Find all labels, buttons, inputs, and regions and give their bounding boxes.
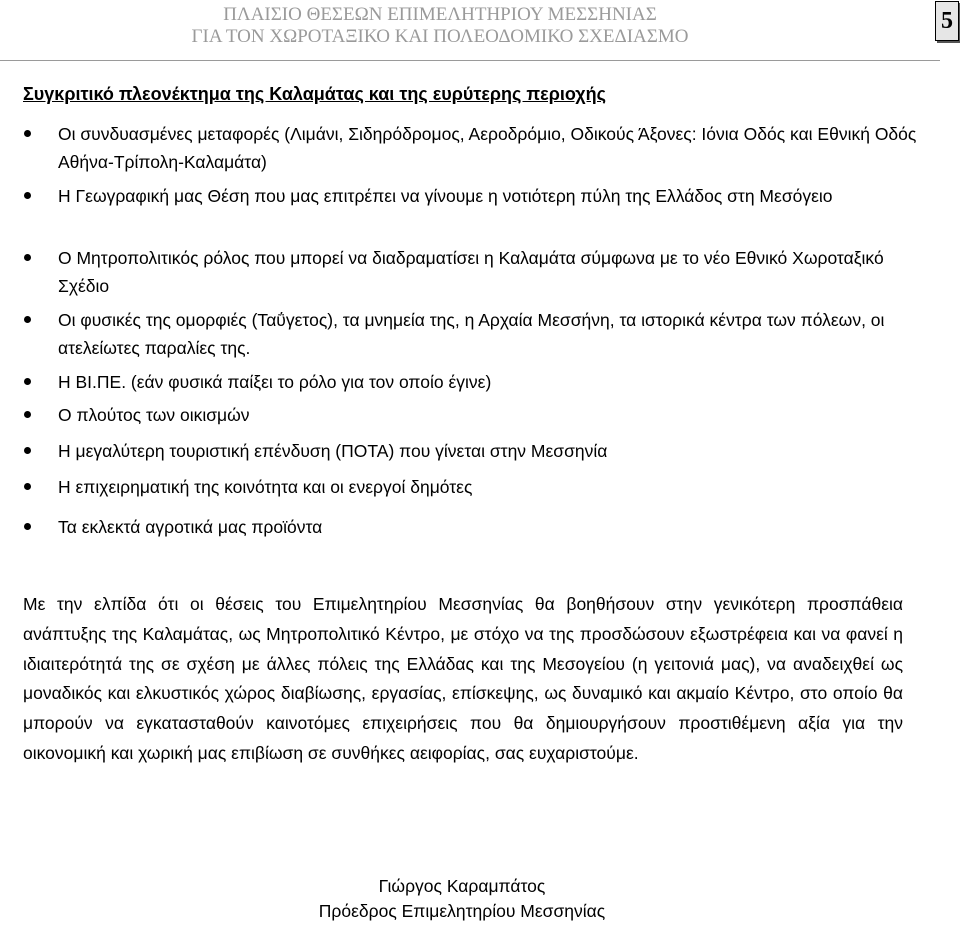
page-header [0, 0, 960, 62]
header-title-line-2: ΓΙΑ ΤΟΝ ΧΩΡΟΤΑΞΙΚΟ ΚΑΙ ΠΟΛΕΟΔΟΜΙΚΟ ΣΧΕΔΙΑΣΜΟ [191, 26, 689, 47]
bullet-icon [24, 316, 31, 323]
bullet-icon [24, 483, 31, 490]
signature-name: Γιώργος Καραμπάτος [378, 876, 546, 896]
list-item [58, 368, 918, 396]
header-divider [0, 60, 940, 61]
list-item-text: Η ΒΙ.ΠΕ. (εάν φυσικά παίξει το ρόλο για τον οποίο έγινε) [58, 372, 492, 392]
list-item-text: Οι φυσικές της ομορφιές (Ταΰγετος), τα μνημεία της, η Αρχαία Μεσσήνη, τα ιστορικά κέντρα των πόλεων, οι ατελείωτες παραλίες της. [58, 310, 885, 358]
list-item [58, 306, 918, 362]
list-item-text: Οι συνδυασμένες μεταφορές (Λιμάνι, Σιδηρόδρομος, Αεροδρόμιο, Οδικούς Άξονες: Ιόνια Οδός και Εθνική Οδός Αθήνα-Τρίπολη-Καλαμάτα) [58, 124, 917, 172]
closing-paragraph: Με την ελπίδα ότι οι θέσεις του Επιμελητηρίου Μεσσηνίας θα βοηθήσουν στην γενικότερη προσπάθεια ανάπτυξης της Καλαμάτας, ως Μητροπολιτικό Κέντρο, με στόχο να της προσδώσουν εξωστρέφεια και να φανεί η ιδιαιτερότητά της σε σχέση με άλλες πόλεις της Ελλάδας και της Μεσογείου (η γειτονιά μας), να αναδειχθεί ως μοναδικός και ελκυστικός χώρος διαβίωσης, εργασίας, επίσκεψης, ως δυναμικό και ακμαίο Κέντρο, στο οποίο θα μπορούν να εγκατασταθούν καινοτόμες επιχειρήσεις που θα δημιουργήσουν προστιθέμενη αξία για την οικονομική και χωρική μας επιβίωση σε συνθήκες αειφορίας, σας ευχαριστούμε. [23, 594, 903, 763]
list-item [58, 401, 918, 429]
list-item [58, 437, 918, 465]
bullet-icon [24, 254, 31, 261]
list-item [58, 244, 918, 300]
list-item-text: Ο Μητροπολιτικός ρόλος που μπορεί να διαδραματίσει η Καλαμάτα σύμφωνα με το νέο Εθνικό Χωροταξικό Σχέδιο [58, 248, 884, 296]
bullet-icon [24, 411, 31, 418]
list-item [58, 513, 918, 541]
bullet-icon [24, 378, 31, 385]
header-title-line-1: ΠΛΑΙΣΙΟ ΘΕΣΕΩΝ ΕΠΙΜΕΛΗΤΗΡΙΟΥ ΜΕΣΣΗΝΙΑΣ [223, 4, 657, 25]
page-number-badge: 5 [935, 1, 959, 41]
list-item-text: Ο πλούτος των οικισμών [58, 405, 250, 425]
signature-title: Πρόεδρος Επιμελητηρίου Μεσσηνίας [318, 901, 606, 921]
section-heading: Συγκριτικό πλεονέκτημα της Καλαμάτας και της ευρύτερης περιοχής [23, 84, 606, 104]
bullet-icon [24, 447, 31, 454]
bullet-icon [24, 523, 31, 530]
list-item [58, 473, 918, 501]
list-item-text: Η μεγαλύτερη τουριστική επένδυση (ΠΟΤΑ) που γίνεται στην Μεσσηνία [58, 441, 608, 461]
list-item [58, 182, 918, 210]
list-item-text: Η Γεωγραφική μας Θέση που μας επιτρέπει να γίνουμε η νοτιότερη πύλη της Ελλάδος στη Μεσόγειο [58, 186, 833, 206]
list-item-text: Τα εκλεκτά αγροτικά μας προϊόντα [58, 517, 323, 537]
bullet-icon [24, 130, 31, 137]
bullet-icon [24, 192, 31, 199]
list-item [58, 120, 918, 176]
list-item-text: Η επιχειρηματική της κοινότητα και οι ενεργοί δημότες [58, 477, 473, 497]
